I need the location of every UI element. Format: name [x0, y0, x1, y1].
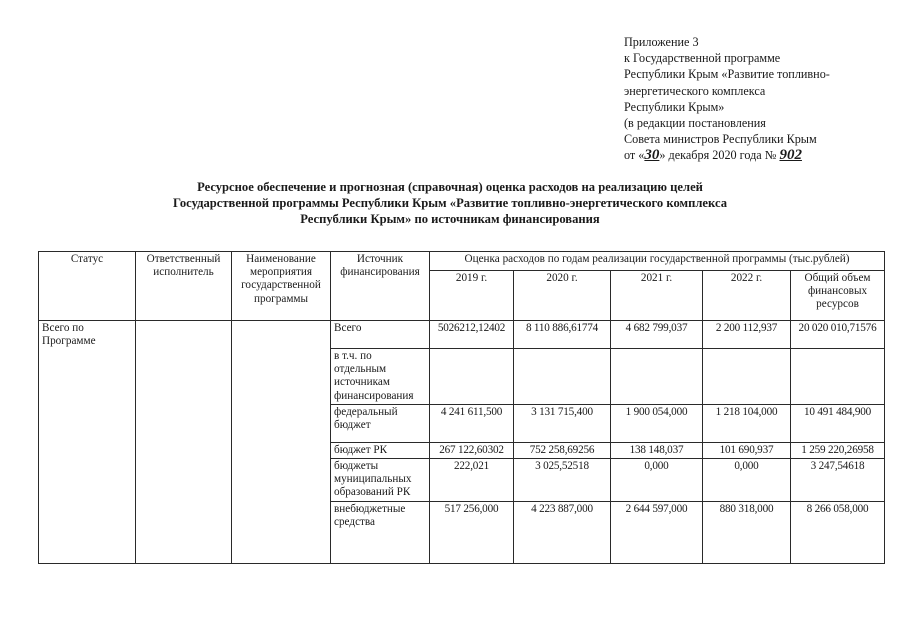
appendix-header: [624, 34, 894, 164]
value-2019: [430, 349, 514, 405]
header-2021: 2021 г.: [611, 271, 703, 321]
value-2019: 4 241 611,500: [430, 404, 514, 442]
appendix-line: Республики Крым «Развитие топливно-: [624, 67, 830, 82]
value-total: [791, 349, 885, 405]
value-2022: 1 218 104,000: [703, 404, 791, 442]
table-header-row: [39, 252, 885, 271]
value-total: 3 247,54618: [791, 459, 885, 502]
value-2020: [514, 349, 611, 405]
resource-table: [38, 251, 885, 564]
date-prefix: от «: [624, 148, 645, 163]
value-2020: 4 223 887,000: [514, 501, 611, 563]
value-2019: 222,021: [430, 459, 514, 502]
header-source: Источник финансирования: [331, 252, 430, 321]
document-title: [40, 179, 860, 227]
value-2022: [703, 349, 791, 405]
value-2019: 5026212,12402: [430, 321, 514, 349]
value-2021: [611, 349, 703, 405]
value-2021: 138 148,037: [611, 442, 703, 458]
header-executor: Ответственный исполнитель: [136, 252, 232, 321]
executor-cell: [136, 321, 232, 564]
header-2020: 2020 г.: [514, 271, 611, 321]
value-2022: 2 200 112,937: [703, 321, 791, 349]
status-cell: Всего по Программе: [39, 321, 136, 564]
source-cell: бюджеты муниципальных образований РК: [331, 459, 430, 502]
header-2022: 2022 г.: [703, 271, 791, 321]
value-2022: 0,000: [703, 459, 791, 502]
decree-number: 902: [779, 147, 802, 164]
value-2020: 3 131 715,400: [514, 404, 611, 442]
appendix-line: (в редакции постановления: [624, 116, 766, 131]
value-2021: 2 644 597,000: [611, 501, 703, 563]
value-2020: 752 258,69256: [514, 442, 611, 458]
header-estimate: Оценка расходов по годам реализации государственной программы (тыс.рублей): [430, 252, 885, 271]
source-cell: Всего: [331, 321, 430, 349]
title-line: Государственной программы Республики Крым «Развитие топливно-энергетического комплекса: [172, 196, 727, 210]
header-status: Статус: [39, 252, 136, 321]
table-row: [39, 321, 885, 349]
value-2019: 267 122,60302: [430, 442, 514, 458]
value-2022: 101 690,937: [703, 442, 791, 458]
source-cell: федеральный бюджет: [331, 404, 430, 442]
appendix-line: Приложение 3: [624, 35, 699, 49]
title-line: Республики Крым» по источникам финансирования: [300, 212, 600, 226]
date-day: 30: [644, 147, 660, 164]
header-2019: 2019 г.: [430, 271, 514, 321]
value-2020: 3 025,52518: [514, 459, 611, 502]
source-cell: внебюджетные средства: [331, 501, 430, 563]
value-total: 1 259 220,26958: [791, 442, 885, 458]
value-2021: 1 900 054,000: [611, 404, 703, 442]
source-cell: бюджет РК: [331, 442, 430, 458]
header-total: Общий объем финансовых ресурсов: [791, 271, 885, 321]
source-cell: в т.ч. по отдельным источникам финансирования: [331, 349, 430, 405]
appendix-line: Совета министров Республики Крым: [624, 132, 817, 147]
value-total: 8 266 058,000: [791, 501, 885, 563]
value-total: 10 491 484,900: [791, 404, 885, 442]
value-2021: 0,000: [611, 459, 703, 502]
date-mid: » декабря 2020 года №: [659, 148, 777, 163]
appendix-date-line: [624, 147, 894, 163]
value-2019: 517 256,000: [430, 501, 514, 563]
header-measure: Наименование мероприятия государственной программы: [232, 252, 331, 321]
appendix-line: энергетического комплекса: [624, 83, 766, 98]
appendix-line: к Государственной программе: [624, 51, 781, 66]
value-2022: 880 318,000: [703, 501, 791, 563]
appendix-line: Республики Крым»: [624, 99, 725, 114]
measure-cell: [232, 321, 331, 564]
title-line: Ресурсное обеспечение и прогнозная (справочная) оценка расходов на реализацию целей: [197, 180, 703, 194]
value-2020: 8 110 886,61774: [514, 321, 611, 349]
value-total: 20 020 010,71576: [791, 321, 885, 349]
value-2021: 4 682 799,037: [611, 321, 703, 349]
